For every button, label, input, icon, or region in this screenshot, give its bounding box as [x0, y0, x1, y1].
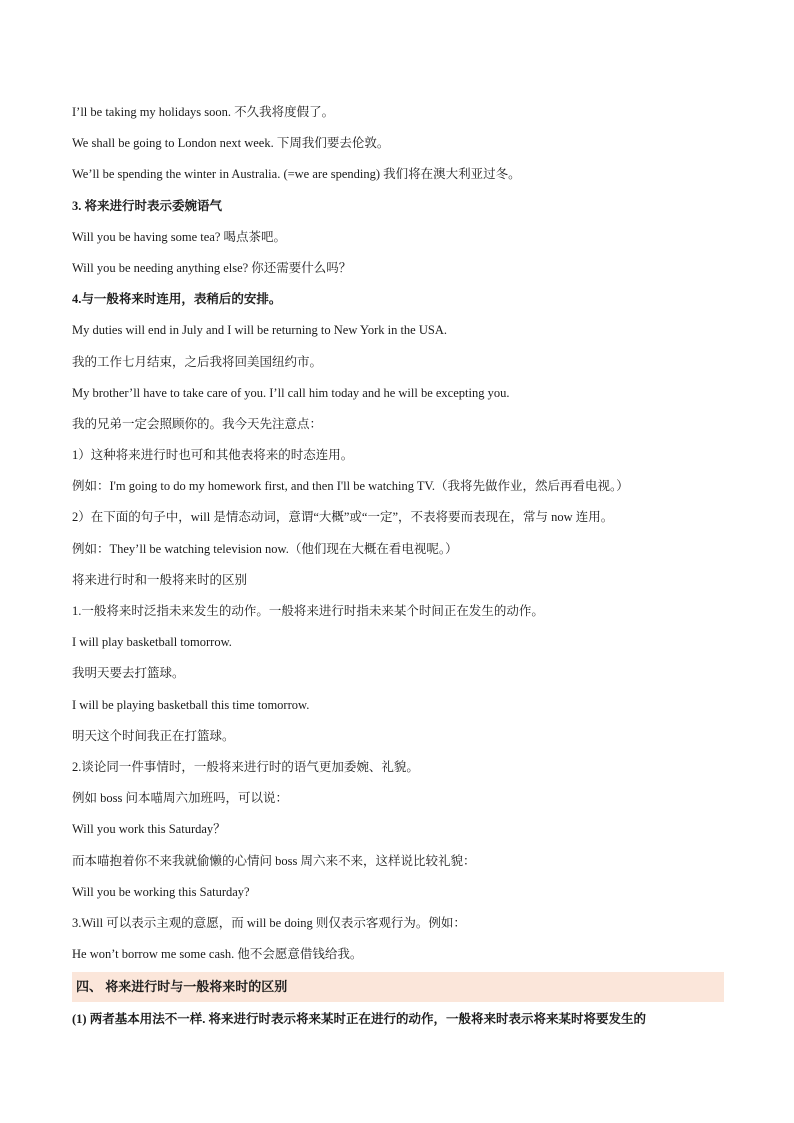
text-line: My duties will end in July and I will be returning to New York in the USA.	[72, 323, 447, 338]
text-line: My brother’ll have to take care of you. I’ll call him today and he will be excepting you.	[72, 385, 510, 400]
text-line: Will you be having some tea? 喝点茶吧。	[72, 229, 287, 244]
text-line: 我明天要去打篮球。	[72, 666, 185, 681]
text-line: 1.一般将来时泛指未来发生的动作。一般将来进行时指未来某个时间正在发生的动作。	[72, 604, 544, 618]
text-line: 明天这个时间我正在打篮球。	[72, 728, 235, 743]
text-line: He won’t borrow me some cash. 他不会愿意借钱给我。	[72, 947, 363, 962]
numbered-point: (1) 两者基本用法不一样. 将来进行时表示将来某时正在进行的动作，一般将来时表示将来某时将要发生的	[72, 1012, 646, 1027]
text-line: 将来进行时和一般将来时的区别	[72, 572, 248, 587]
section-heading: 四、 将来进行时与一般将来时的区别	[72, 972, 724, 1002]
text-line: I will play basketball tomorrow.	[72, 635, 232, 650]
text-line: We shall be going to London next week. 下周我们要去伦敦。	[72, 136, 390, 151]
text-line: 3. 将来进行时表示委婉语气	[72, 198, 223, 213]
text-line: 2）在下面的句子中，will 是情态动词，意谓“大概”或“一定”，不表将要而表现在，常与 now 连用。	[72, 510, 614, 525]
text-line: 例如：They’ll be watching television now.（他们现在大概在看电视呢。）	[72, 541, 458, 556]
text-line: We’ll be spending the winter in Australia. (=we are spending) 我们将在澳大利亚过冬。	[72, 167, 521, 182]
text-line: 我的兄弟一定会照顾你的。我今天先注意点：	[72, 416, 323, 431]
document-body	[72, 97, 724, 1033]
text-line: 而本喵抱着你不来我就偷懒的心情问 boss 周六来不来，这样说比较礼貌：	[72, 853, 476, 868]
paragraph-lines	[72, 97, 724, 970]
text-line: 我的工作七月结束，之后我将回美国纽约市。	[72, 354, 323, 369]
text-line: I’ll be taking my holidays soon. 不久我将度假了。	[72, 105, 335, 119]
text-line: Will you be needing anything else? 你还需要什么吗？	[72, 260, 352, 275]
text-line: 1）这种将来进行时也可和其他表将来的时态连用。	[72, 448, 354, 463]
text-line: Will you work this Saturday？	[72, 822, 226, 837]
text-line: 3.Will 可以表示主观的意愿，而 will be doing 则仅表示客观行为。例如：	[72, 915, 466, 930]
text-line: 例如：I'm going to do my homework first, and then I'll be watching TV.（我将先做作业，然后再看电视。）	[72, 479, 629, 494]
text-line: 例如 boss 问本喵周六加班吗，可以说：	[72, 791, 288, 806]
text-line: Will you be working this Saturday?	[72, 884, 250, 899]
text-line: 2.谈论同一件事情时，一般将来进行时的语气更加委婉、礼貌。	[72, 759, 419, 774]
text-line: I will be playing basketball this time tomorrow.	[72, 697, 310, 712]
text-line: 4.与一般将来时连用，表稍后的安排。	[72, 292, 282, 307]
